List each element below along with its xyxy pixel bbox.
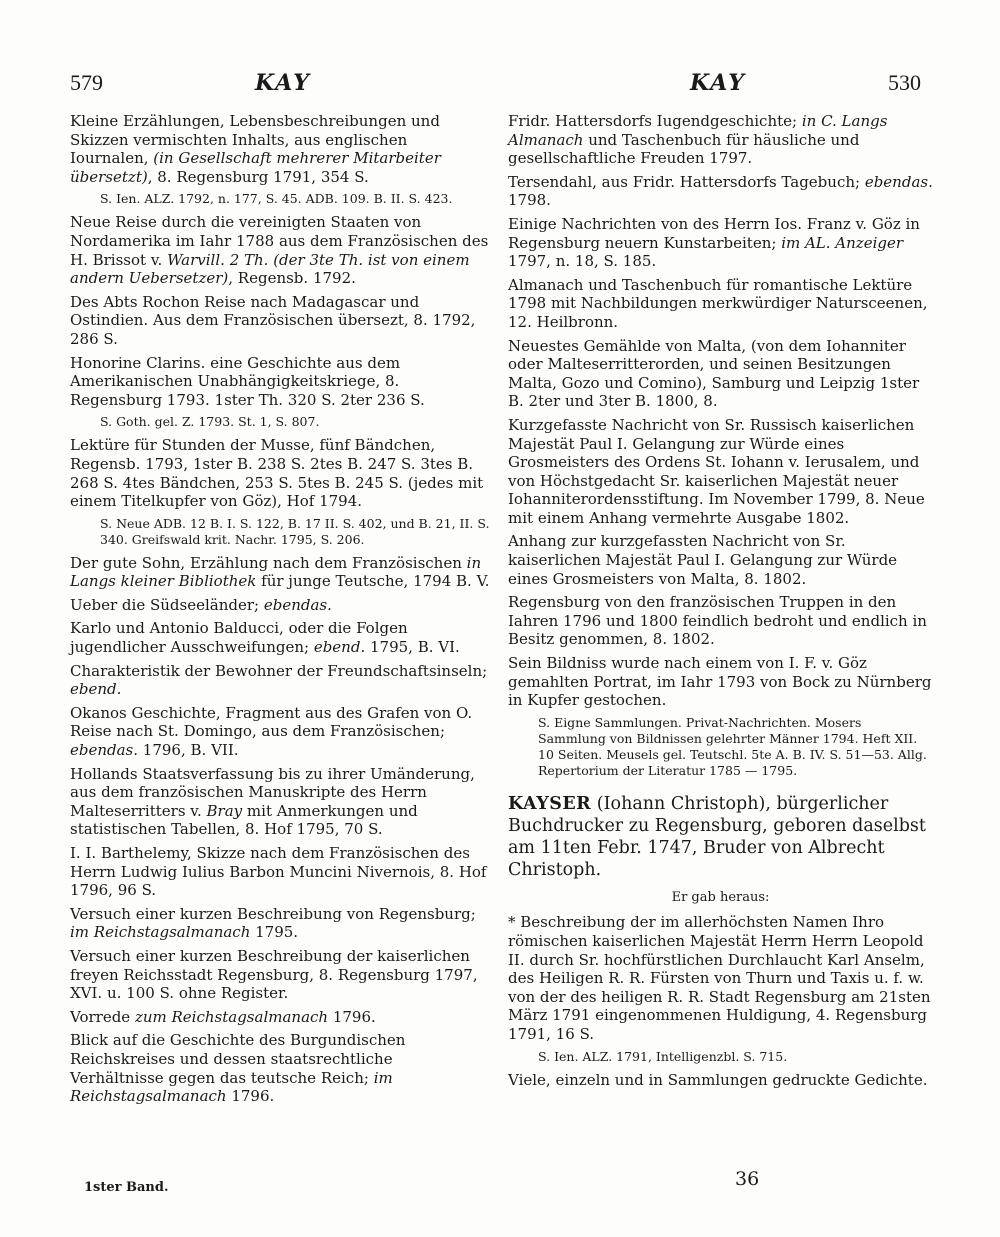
sheet-number: 36 (735, 1168, 760, 1190)
entry-text: Blick auf die Geschichte des Burgundischen Reichskreises und dessen staatsrechtliche Verhältnisse gegen das teutsche Reich; (70, 1031, 406, 1087)
person-italic: bürgerlicher Buchdrucker zu Regensburg, (508, 793, 889, 836)
person-name: KAYSER (508, 793, 592, 814)
reference-text: S. Goth. gel. Z. 1793. St. 1, S. 807. (100, 414, 320, 430)
reference-note (538, 715, 933, 779)
entry-italic: im Reichstagsalmanach (70, 1068, 393, 1106)
entry-italic: (in Gesellschaft mehrerer Mitarbeiter übersetzt) (70, 149, 441, 186)
entry-text: Karlo und Antonio Balducci, oder die Folgen jugendlicher Ausschweifungen; (70, 619, 408, 657)
entry-tail: 1796, B. VII. (138, 741, 239, 760)
entry-italic: im AL. Anzeiger (781, 233, 904, 252)
entry-italic: im Reichstagsalmanach (70, 923, 251, 942)
bibliography-entry (508, 112, 933, 168)
entry-text: Honorine Clarins. eine Geschichte aus dem Amerikanischen Unabhängigkeitskriege, 8. Regensburg 1793. 1ster Th. 320 S. 2ter 236 S. (70, 353, 425, 409)
entry-tail: , 8. Regensburg 1791, 354 S. (147, 167, 369, 186)
entry-text: Regensburg von den französischen Truppen in den Iahren 1796 und 1800 feindlich bedroht und endlich in Besitz genommen, 8. 1802. (508, 593, 927, 649)
entry-tail: , Regensb. 1792. (228, 269, 356, 288)
entry-tail: mit Anmerkungen und statistischen Tabellen, 8. Hof 1795, 70 S. (70, 801, 418, 839)
bibliography-entry (508, 416, 933, 528)
reference-text: S. Ien. ALZ. 1792, n. 177, S. 45. ADB. 109. B. II. S. 423. (100, 191, 453, 207)
entry-italic: in C. Langs Almanach (508, 112, 888, 149)
right-column (508, 112, 933, 1094)
entry-italic: Warvill. 2 Th. (der 3te Th. ist von einem andern Uebersetzer) (70, 250, 470, 288)
entry-text: Beschreibung der im allerhöchsten Namen Ihro römischen kaiserlichen Majestät Herrn Herrn Leopold II. durch Sr. hochfürstlichen Durchlaucht Karl Anselm, des Heiligen R. R. Fürsten von Thurn und Taxis u. f. w. von der des heiligen R. R. Stadt Regensburg am 21sten März 1791 eingenommenen Huldigung, 4. Regensburg 1791, 16 S. (508, 913, 931, 1043)
entry-text: Fridr. Hattersdorfs Iugendgeschichte; (508, 112, 802, 130)
reference-text: S. Ien. ALZ. 1791, Intelligenzbl. S. 715. (538, 1048, 788, 1064)
section-heading-text: Er gab heraus: (671, 889, 770, 905)
entry-italic: Bray (206, 801, 243, 820)
entry-text: Almanach und Taschenbuch für romantische Lektüre 1798 mit Nachbildungen merkwürdiger Natursceenen, 12. Heilbronn. (508, 275, 928, 331)
reference-note (100, 191, 490, 207)
person-tail: geboren daselbst am 11ten Febr. 1747, Bruder von Albrecht Christoph. (508, 815, 926, 880)
bibliography-entry (70, 947, 490, 1003)
entry-tail: und Taschenbuch für häusliche und gesellschaftliche Freuden 1797. (508, 130, 860, 168)
reference-note (100, 414, 490, 430)
entry-italic: in Langs kleiner Bibliothek (70, 553, 482, 591)
bibliography-entry (508, 1071, 933, 1090)
bibliography-entry (508, 337, 933, 411)
left-column (70, 112, 490, 1111)
bibliography-entry (70, 765, 490, 839)
entry-text: Hollands Staatsverfassung bis zu ihrer Umänderung, aus dem französischen Manuskripte des Herrn Malteserritters v. (70, 764, 475, 820)
bibliography-entry (70, 905, 490, 942)
entry-text: Lektüre für Stunden der Musse, fünf Bändchen, Regensb. 1793, 1ster B. 238 S. 2tes B. 247 S. 3tes B. 268 S. 4tes Bändchen, 253 S. 5tes B. 245 S. (jedes mit einem Titelkupfer von Göz), Hof 1794. (70, 436, 484, 511)
entry-tail: 1795. (250, 923, 299, 942)
entry-text: Viele, einzeln und in Sammlungen gedruckte Gedichte. (508, 1070, 928, 1089)
entry-text: Okanos Geschichte, Fragment aus des Grafen von O. Reise nach St. Domingo, aus dem Französischen; (70, 703, 473, 741)
bibliography-entry (70, 844, 490, 900)
entry-text: Tersendahl, aus Fridr. Hattersdorfs Tagebuch; (508, 172, 865, 191)
bibliography-entry (70, 596, 490, 615)
person-text: (Iohann Christoph), (591, 793, 777, 814)
bibliography-entry (508, 913, 933, 1043)
entry-italic: ebendas. (263, 595, 332, 614)
bibliography-entry (70, 619, 490, 656)
asterisk-marker: * (508, 913, 521, 932)
bibliography-entry (70, 1031, 490, 1105)
entry-tail: für junge Teutsche, 1794 B. V. (256, 572, 490, 591)
bibliography-entry (508, 276, 933, 332)
left-page-number: 579 (70, 70, 103, 95)
entry-text: Vorrede (70, 1007, 135, 1026)
entry-tail: 1796. (328, 1007, 376, 1026)
entry-italic: ebend. (313, 638, 366, 657)
entry-text: Kurzgefasste Nachricht von Sr. Russisch kaiserlichen Majestät Paul I. Gelangung zur Würde eines Grosmeisters des Ordens St. Iohann v. Ierusalem, und von Höchstgedacht Sr. kaiserlichen Majestät neuer Iohanniterordensstiftung. Im November 1799, 8. Neue mit einem Anhang vermehrte Ausgabe 1802. (508, 415, 925, 527)
bibliography-entry (70, 1008, 490, 1027)
bibliography-entry (70, 293, 490, 349)
entry-tail: 1796. (226, 1087, 275, 1106)
left-running-title: KAY (255, 70, 311, 96)
entry-text: Des Abts Rochon Reise nach Madagascar und Ostindien. Aus dem Französischen übersezt, 8. 1792, 286 S. (70, 292, 476, 348)
entry-text: Ueber die Südseeländer; (70, 595, 264, 614)
entry-text: Der gute Sohn, Erzählung nach dem Französischen (70, 553, 467, 572)
entry-text: Sein Bildniss wurde nach einem von I. F. v. Göz gemahlten Portrat, im Iahr 1793 von Bock zu Nürnberg in Kupfer gestochen. (508, 654, 932, 710)
entry-text: Anhang zur kurzgefassten Nachricht von Sr. kaiserlichen Majestät Paul I. Gelangung zur Würde eines Grosmeisters von Malta, 8. 1802. (508, 532, 898, 588)
bibliography-entry (70, 554, 490, 591)
reference-text: S. Eigne Sammlungen. Privat-Nachrichten. Mosers Sammlung von Bildnissen gelehrter Männer 1794. Heft XII. 10 Seiten. Meusels gel. Teutschl. 5te A. B. IV. S. 51—53. Allg. Repertorium der Literatur 1785 — 1795. (538, 714, 927, 778)
entry-italic: ebendas. (864, 172, 933, 191)
entry-text: Versuch einer kurzen Beschreibung der kaiserlichen freyen Reichsstadt Regensburg, 8. Regensburg 1797, XVI. u. 100 S. ohne Register. (70, 946, 478, 1003)
bibliography-entry (508, 173, 933, 210)
entry-text: Neue Reise durch die vereinigten Staaten von Nordamerika im Iahr 1788 aus dem Französischen des H. Brissot v. (70, 213, 489, 269)
signature-mark: 1ster Band. (84, 1180, 169, 1195)
bibliography-entry (508, 654, 933, 710)
bibliography-entry (70, 662, 490, 699)
entry-text: I. I. Barthelemy, Skizze nach dem Französischen des Herrn Ludwig Iulius Barbon Muncini Nivernois, 8. Hof 1796, 96 S. (70, 844, 487, 900)
bibliography-entry (70, 112, 490, 186)
bibliography-entry (70, 436, 490, 510)
entry-italic: ebend. (70, 680, 122, 699)
entry-tail: 1797, n. 18, S. 185. (508, 252, 657, 271)
right-running-title: KAY (690, 70, 746, 96)
section-heading (508, 889, 933, 908)
bibliography-entry (70, 354, 490, 410)
entry-tail: 1798. (508, 191, 551, 210)
reference-note (100, 516, 490, 548)
entry-text: Kleine Erzählungen, Lebensbeschreibungen und Skizzen vermischten Inhalts, aus englischen Iournalen, (70, 112, 440, 168)
bibliography-entry (508, 215, 933, 271)
person-entry (508, 793, 933, 881)
bibliography-entry (508, 532, 933, 588)
bibliography-entry (508, 593, 933, 649)
entry-text: Neuestes Gemählde von Malta, (von dem Iohanniter oder Malteserritterorden, und seinen Besitzungen Malta, Gozo und Comino), Samburg und Leipzig 1ster B. 2ter und 3ter B. 1800, 8. (508, 336, 920, 411)
entry-text: Versuch einer kurzen Beschreibung von Regensburg; (70, 904, 476, 923)
reference-note (538, 1049, 933, 1065)
reference-text: S. Neue ADB. 12 B. I. S. 122, B. 17 II. S. 402, und B. 21, II. S. 340. Greifswald krit. Nachr. 1795, S. 206. (100, 515, 490, 547)
bibliography-entry (70, 213, 490, 287)
entry-italic: ebendas. (70, 741, 139, 760)
entry-tail: 1795, B. VI. (365, 638, 460, 657)
right-page-number: 530 (888, 70, 921, 95)
entry-italic: zum Reichstagsalmanach (134, 1007, 329, 1026)
entry-text: Einige Nachrichten von des Herrn Ios. Franz v. Göz in Regensburg neuern Kunstarbeiten; (508, 214, 920, 252)
bibliography-entry (70, 704, 490, 760)
entry-text: Charakteristik der Bewohner der Freundschaftsinseln; (70, 661, 488, 680)
